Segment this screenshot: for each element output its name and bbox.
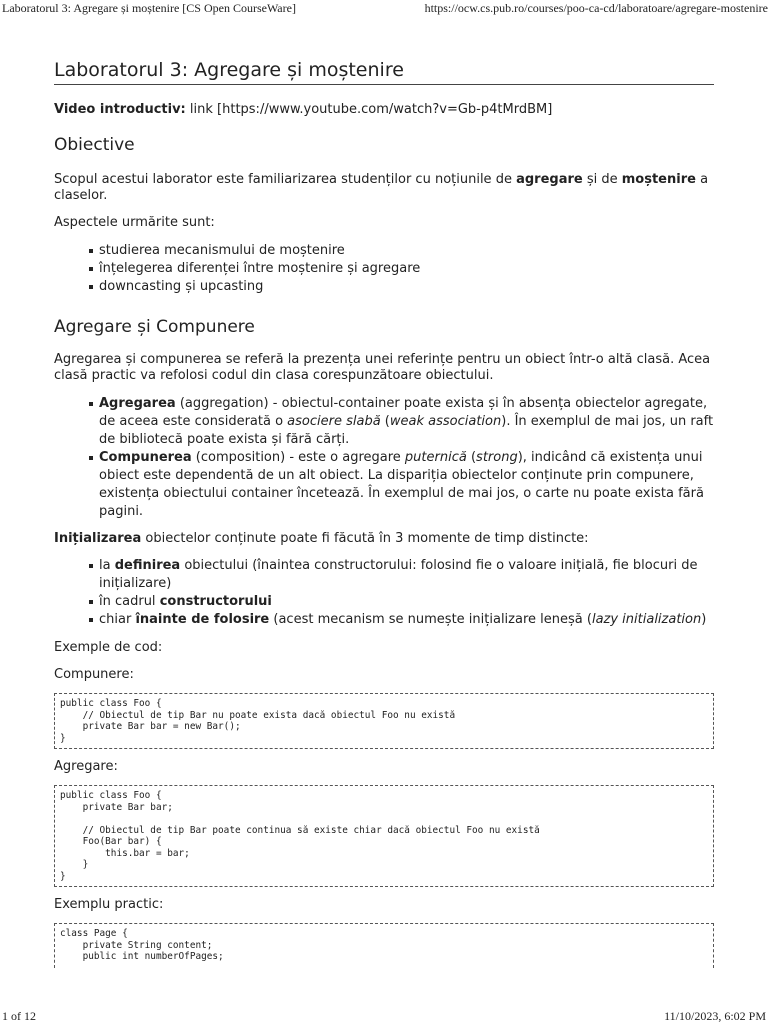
list-item: studierea mecanismului de moștenire: [54, 242, 714, 260]
examples-label: Exemple de cod:: [54, 640, 163, 655]
practic-label: Exemplu practic:: [54, 897, 164, 912]
print-footer: [0, 1009, 768, 1023]
code-block-agregare: public class Foo { private Bar bar; // Obiectul de tip Bar poate continua să existe chiar dacă obiectul Foo nu există Foo(Bar bar) { this.bar = bar; } }: [54, 785, 714, 887]
list-item: chiar înainte de folosire (acest mecanism se numește inițializare leneșă (lazy initialization): [54, 611, 714, 629]
page-number: 1 of 12: [2, 1009, 36, 1023]
video-label: Video introductiv:: [54, 102, 186, 117]
print-header-url: https://ocw.cs.pub.ro/courses/poo-ca-cd/laboratoare/agregare-mostenire: [424, 1, 768, 15]
video-url[interactable]: [https://www.youtube.com/watch?v=Gb-p4tMrdBM]: [217, 102, 553, 117]
list-item-compunerea: Compunerea (composition) - este o agregare puternică (strong), indicând că existența unui obiect este dependentă de un alt obiect. La dispariția obiectelor conținute prin compunere, existența obiectului container încetează. În exemplul de mai jos, o carte nu poate exista fără pagini.: [54, 449, 714, 521]
code-block-compunere: public class Foo { // Obiectul de tip Bar nu poate exista dacă obiectul Foo nu există private Bar bar = new Bar(); }: [54, 693, 714, 749]
code-block-practic: class Page { private String content; public int numberOfPages;: [54, 923, 714, 968]
objective-intro: Scopul acestui laborator este familiarizarea studenților cu noțiunile de agregare și de moștenire a claselor.: [54, 172, 709, 203]
agregare-intro: Agregarea și compunerea se referă la prezența unei referințe pentru un obiect într-o altă clasă. Acea clasă practic va refolosi codul din clasa corespunzătoare obiectului.: [54, 352, 711, 383]
compunere-label: Compunere:: [54, 667, 134, 682]
objective-heading: Obiective: [54, 135, 135, 155]
init-paragraph: Inițializarea obiectelor conținute poate fi făcută în 3 momente de timp distincte:: [54, 531, 589, 546]
list-item: la definirea obiectului (înaintea constructorului: folosind fie o valoare inițială, fie blocuri de inițializare): [54, 557, 714, 593]
list-item: în cadrul constructorului: [54, 593, 714, 611]
page-title: Laboratorul 3: Agregare și moștenire: [54, 58, 714, 85]
video-link[interactable]: link: [189, 102, 213, 117]
list-item: înțelegerea diferenței între moștenire și agregare: [54, 260, 714, 278]
print-header: [0, 1, 768, 17]
aspects-list: [54, 242, 714, 296]
init-list: [54, 557, 714, 629]
list-item-agregarea: Agregarea (aggregation) - obiectul-container poate exista și în absența obiectelor agregate, de aceea este considerată o asociere slabă (weak association). În exemplul de mai jos, un raft de bibliotecă poate exista și fără cărți.: [54, 395, 714, 449]
print-header-title: Laboratorul 3: Agregare și moștenire [CS Open CourseWare]: [2, 1, 296, 15]
agregare-list: [54, 395, 714, 521]
agregare-heading: Agregare și Compunere: [54, 317, 255, 337]
video-intro: [54, 102, 714, 118]
aspects-label: Aspectele urmărite sunt:: [54, 215, 215, 230]
page-content: [54, 58, 714, 968]
agregare-label: Agregare:: [54, 759, 118, 774]
list-item: downcasting și upcasting: [54, 278, 714, 296]
print-datetime: 11/10/2023, 6:02 PM: [664, 1009, 766, 1023]
